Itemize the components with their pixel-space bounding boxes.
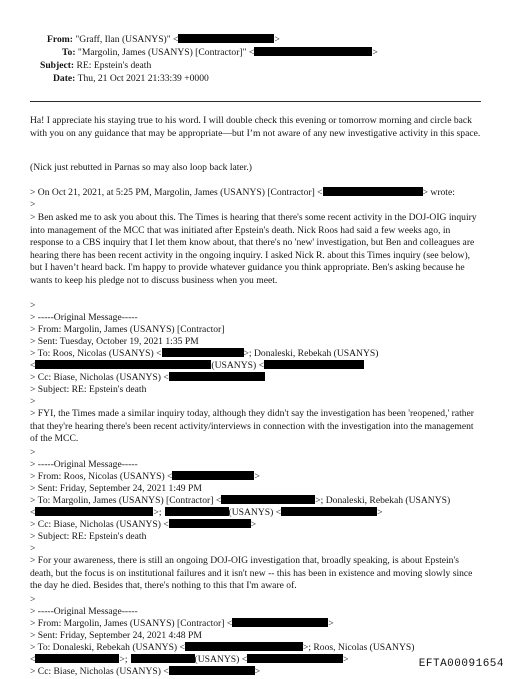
quote-marker: > (30, 199, 36, 210)
redaction-box (178, 34, 274, 43)
subject-value: RE: Epstein's death (76, 60, 152, 71)
message-cc: > Cc: Biase, Nicholas (USANYS) < > (30, 519, 257, 530)
to-value: "Margolin, James (USANYS) [Contractor]" < (77, 47, 255, 58)
date-line (53, 72, 209, 85)
message-to: > To: Roos, Nicolas (USANYS) < >; Donaleski, Rebekah (USANYS) (30, 348, 379, 359)
reply-paragraph: Ha! I appreciate his staying true to his word. I will double check this evening or tomorrow morning and circle back with you on any guidance that may be appropriate—but I’m not aware of any new investigative activity in this space. (30, 115, 481, 139)
message-from: > From: Margolin, James (USANYS) [Contractor] < > (30, 618, 334, 629)
redaction-box (165, 507, 229, 516)
reply-aside: (Nick just rebutted in Parnas so may also loop back later.) (30, 162, 252, 173)
date-value: Thu, 21 Oct 2021 21:33:39 +0000 (77, 73, 209, 84)
message-sent: > Sent: Friday, September 24, 2021 1:49 PM (30, 483, 202, 494)
redaction-box (35, 654, 119, 663)
redaction-box (131, 654, 195, 663)
message-sent: > Sent: Tuesday, October 19, 2021 1:35 PM (30, 336, 199, 347)
redaction-box (35, 360, 211, 369)
bates-number: EFTA00091654 (418, 658, 504, 670)
message-to-continued: < >; (USANYS) < > (30, 654, 349, 665)
redaction-box (221, 495, 315, 504)
message-to: > To: Donaleski, Rebekah (USANYS) < >; Roos, Nicolas (USANYS) (30, 642, 415, 653)
original-message-marker: > -----Original Message----- (30, 312, 138, 323)
quote-header: > On Oct 21, 2021, at 5:25 PM, Margolin, James (USANYS) [Contractor] < > wrote: (30, 187, 455, 198)
message-from: > From: Roos, Nicolas (USANYS) < > (30, 471, 260, 482)
redaction-box (169, 519, 251, 528)
redaction-box (35, 507, 153, 516)
message-subject: > Subject: RE: Epstein's death (30, 384, 147, 395)
quoted-paragraph: > FYI, the Times made a similar inquiry today, although they didn't say the investigation has been 'reopened,' rather that they're hearing there's been recent activity/interviews in connection with the investigation into the management of the MCC. (30, 408, 475, 445)
quote-marker: > (30, 300, 36, 311)
message-cc: > Cc: Biase, Nicholas (USANYS) < > (30, 666, 261, 677)
redaction-box (232, 618, 328, 627)
header-divider (30, 101, 481, 102)
redaction-box (264, 360, 364, 369)
redaction-box (323, 187, 423, 196)
quote-marker: > (30, 543, 36, 554)
quoted-paragraph: > Ben asked me to ask you about this. The Times is hearing that there's some recent activity in the DOJ-OIG inquiry into management of the MCC that was initiated after Epstein's death. Nick Roos had said a few weeks ago, in response to a CBS inquiry that I let them know about, that there's no 'new' investigation, but Ben and colleagues are hearing there has been recent activity in the ongoing inquiry. I asked Nick R. about this Times inquiry (see below), but I haven’t heard back. I'm happy to provide whatever guidance you think appropriate. Ben's asking because he wants to keep his pledge not to discuss business when you meet. (30, 212, 477, 286)
from-value: "Graff, Ilan (USANYS)" < (75, 34, 179, 45)
message-from: > From: Margolin, James (USANYS) [Contractor] (30, 324, 225, 335)
quoted-paragraph: > For your awareness, there is still an ongoing DOJ-OIG investigation that, broadly speaking, is about Epstein's death, but the focus is on institutional failures and it isn't new -- this has been in existence and moving slowly since the day he died. Besides that, there's nothing to this that I'm aware of. (30, 555, 473, 592)
redaction-box (169, 666, 255, 675)
to-label: To: (62, 47, 76, 58)
redaction-box (162, 348, 244, 357)
original-message-marker: > -----Original Message----- (30, 459, 138, 470)
subject-line (40, 59, 151, 72)
message-to-continued: < (USANYS) < (30, 360, 364, 373)
to-line: To: "Margolin, James (USANYS) [Contractor]" < > (62, 47, 378, 58)
message-to: > To: Margolin, James (USANYS) [Contractor] < >; Donaleski, Rebekah (USANYS) (30, 495, 451, 506)
redaction-box (172, 471, 254, 480)
quote-marker: > (30, 594, 36, 605)
quote-marker: > (30, 447, 36, 458)
message-to-continued: < >; (USANYS) < > (30, 507, 383, 518)
redaction-box (281, 507, 377, 516)
from-label: From: (47, 34, 73, 45)
redaction-box (185, 642, 303, 651)
redaction-box (169, 372, 265, 381)
message-subject: > Subject: RE: Epstein's death (30, 531, 147, 542)
subject-label: Subject: (40, 60, 75, 71)
date-label: Date: (53, 73, 76, 84)
from-line: From: "Graff, Ilan (USANYS)" < > (47, 34, 280, 45)
original-message-marker: > -----Original Message----- (30, 606, 138, 617)
redaction-box (247, 654, 343, 663)
message-sent: > Sent: Friday, September 24, 2021 4:48 PM (30, 630, 202, 641)
message-cc: > Cc: Biase, Nicholas (USANYS) < (30, 372, 265, 385)
quote-marker: > (30, 396, 36, 407)
redaction-box (254, 47, 372, 56)
